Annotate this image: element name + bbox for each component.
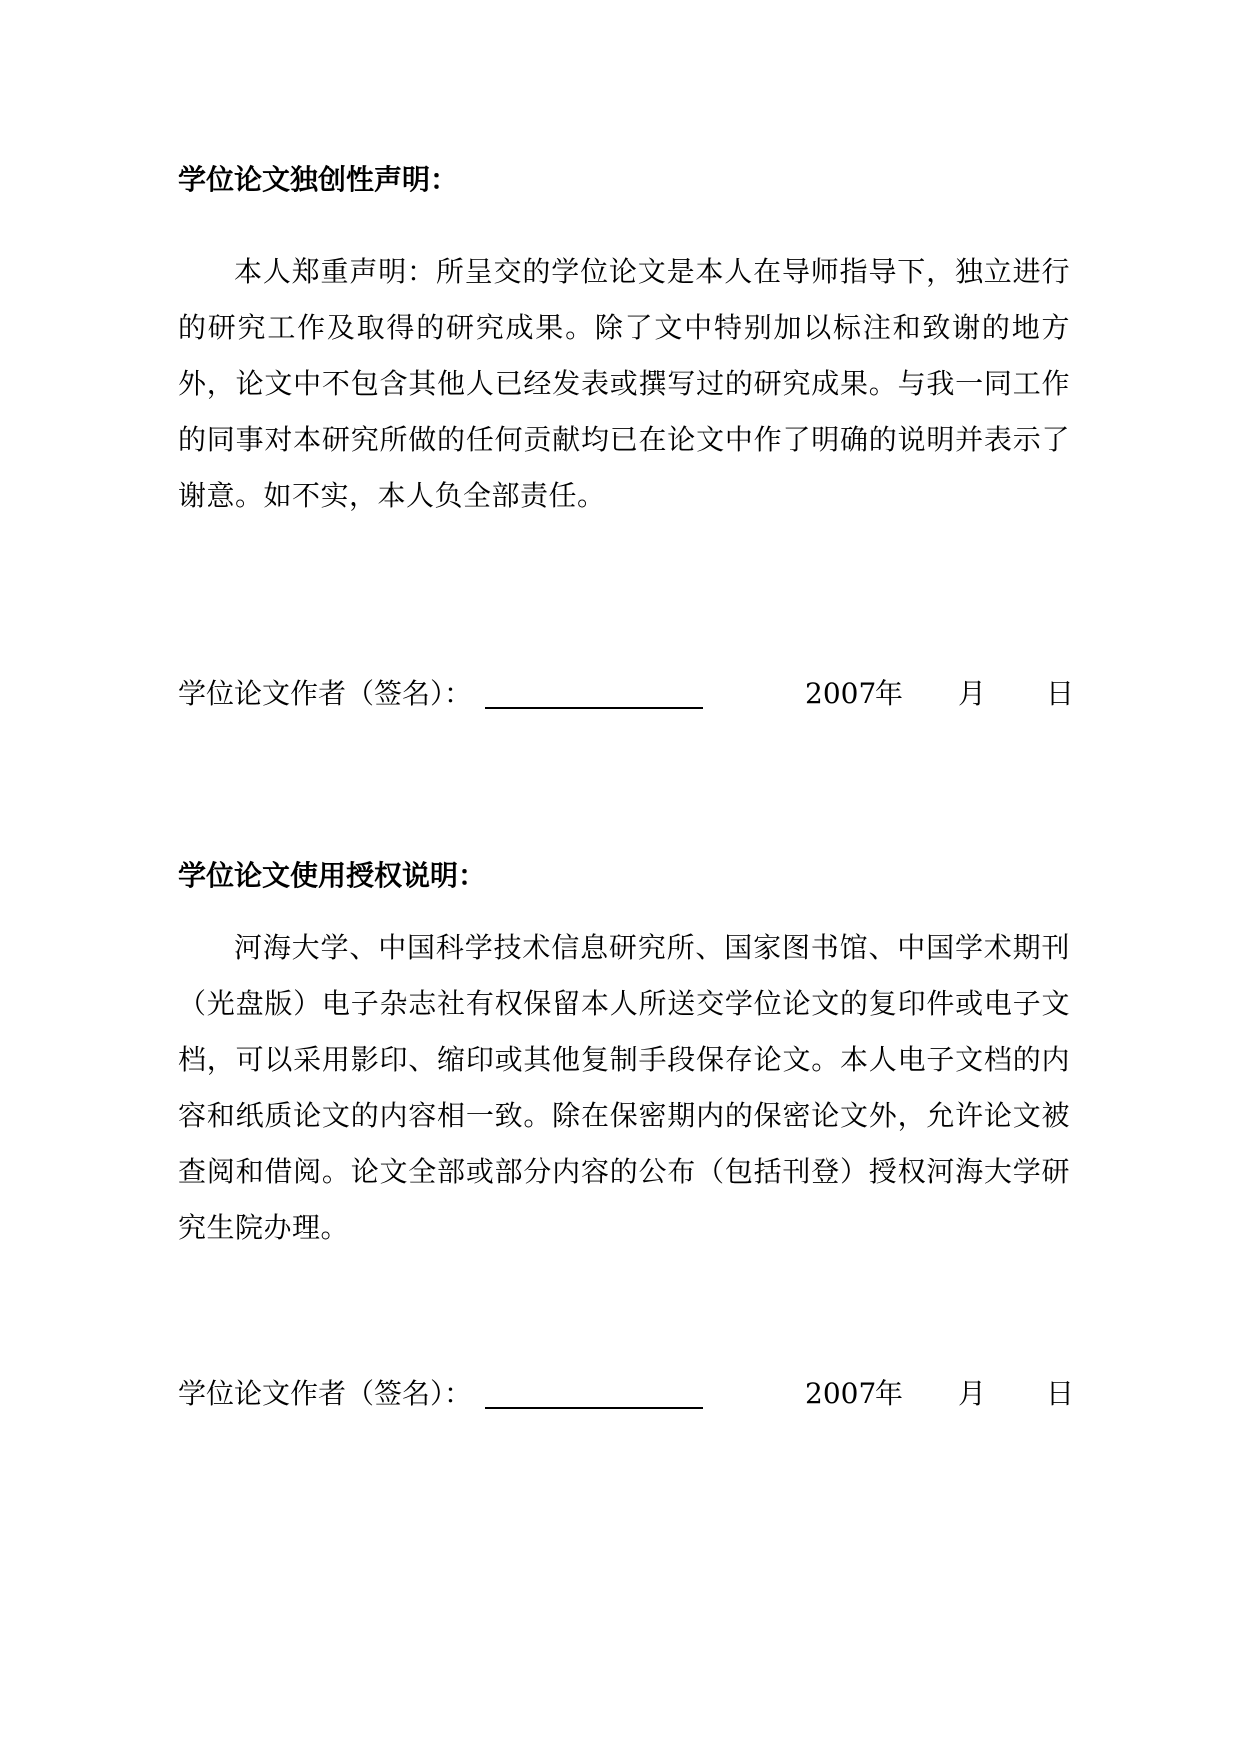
date-day-unit: 日 — [1046, 677, 1075, 710]
signature-label: 学位论文作者（签名）： — [178, 677, 473, 710]
date-year-unit: 年 — [875, 1377, 904, 1410]
date-year: 2007 — [805, 1377, 877, 1410]
signature-label: 学位论文作者（签名）： — [178, 1377, 473, 1410]
date-year: 2007 — [805, 677, 877, 710]
authorization-body: 河海大学、中国科学技术信息研究所、国家图书馆、中国学术期刊（光盘版）电子杂志社有权保留本人所送交学位论文的复印件或电子文档，可以采用影印、缩印或其他复制手段保存论文。本人电子文档的内容和纸质论文的内容相一致。除在保密期内的保密论文外，允许论文被查阅和借阅。论文全部或部分内容的公布（包括刊登）授权河海大学研究生院办理。 — [178, 931, 1070, 1244]
date-day-unit: 日 — [1046, 1377, 1075, 1410]
date-month-unit: 月 — [958, 677, 987, 710]
authorization-signature-row — [178, 1372, 1078, 1416]
date-month-unit: 月 — [958, 1377, 987, 1410]
signature-line[interactable] — [485, 707, 703, 709]
originality-body: 本人郑重声明：所呈交的学位论文是本人在导师指导下，独立进行的研究工作及取得的研究成果。除了文中特别加以标注和致谢的地方外，论文中不包含其他人已经发表或撰写过的研究成果。与我一同工作的同事对本研究所做的任何贡献均已在论文中作了明确的说明并表示了谢意。如不实，本人负全部责任。 — [178, 255, 1070, 512]
date-year-unit: 年 — [875, 677, 904, 710]
originality-title: 学位论文独创性声明： — [178, 163, 459, 196]
originality-signature-row — [178, 672, 1078, 716]
authorization-title: 学位论文使用授权说明： — [178, 859, 487, 892]
signature-line[interactable] — [485, 1407, 703, 1409]
